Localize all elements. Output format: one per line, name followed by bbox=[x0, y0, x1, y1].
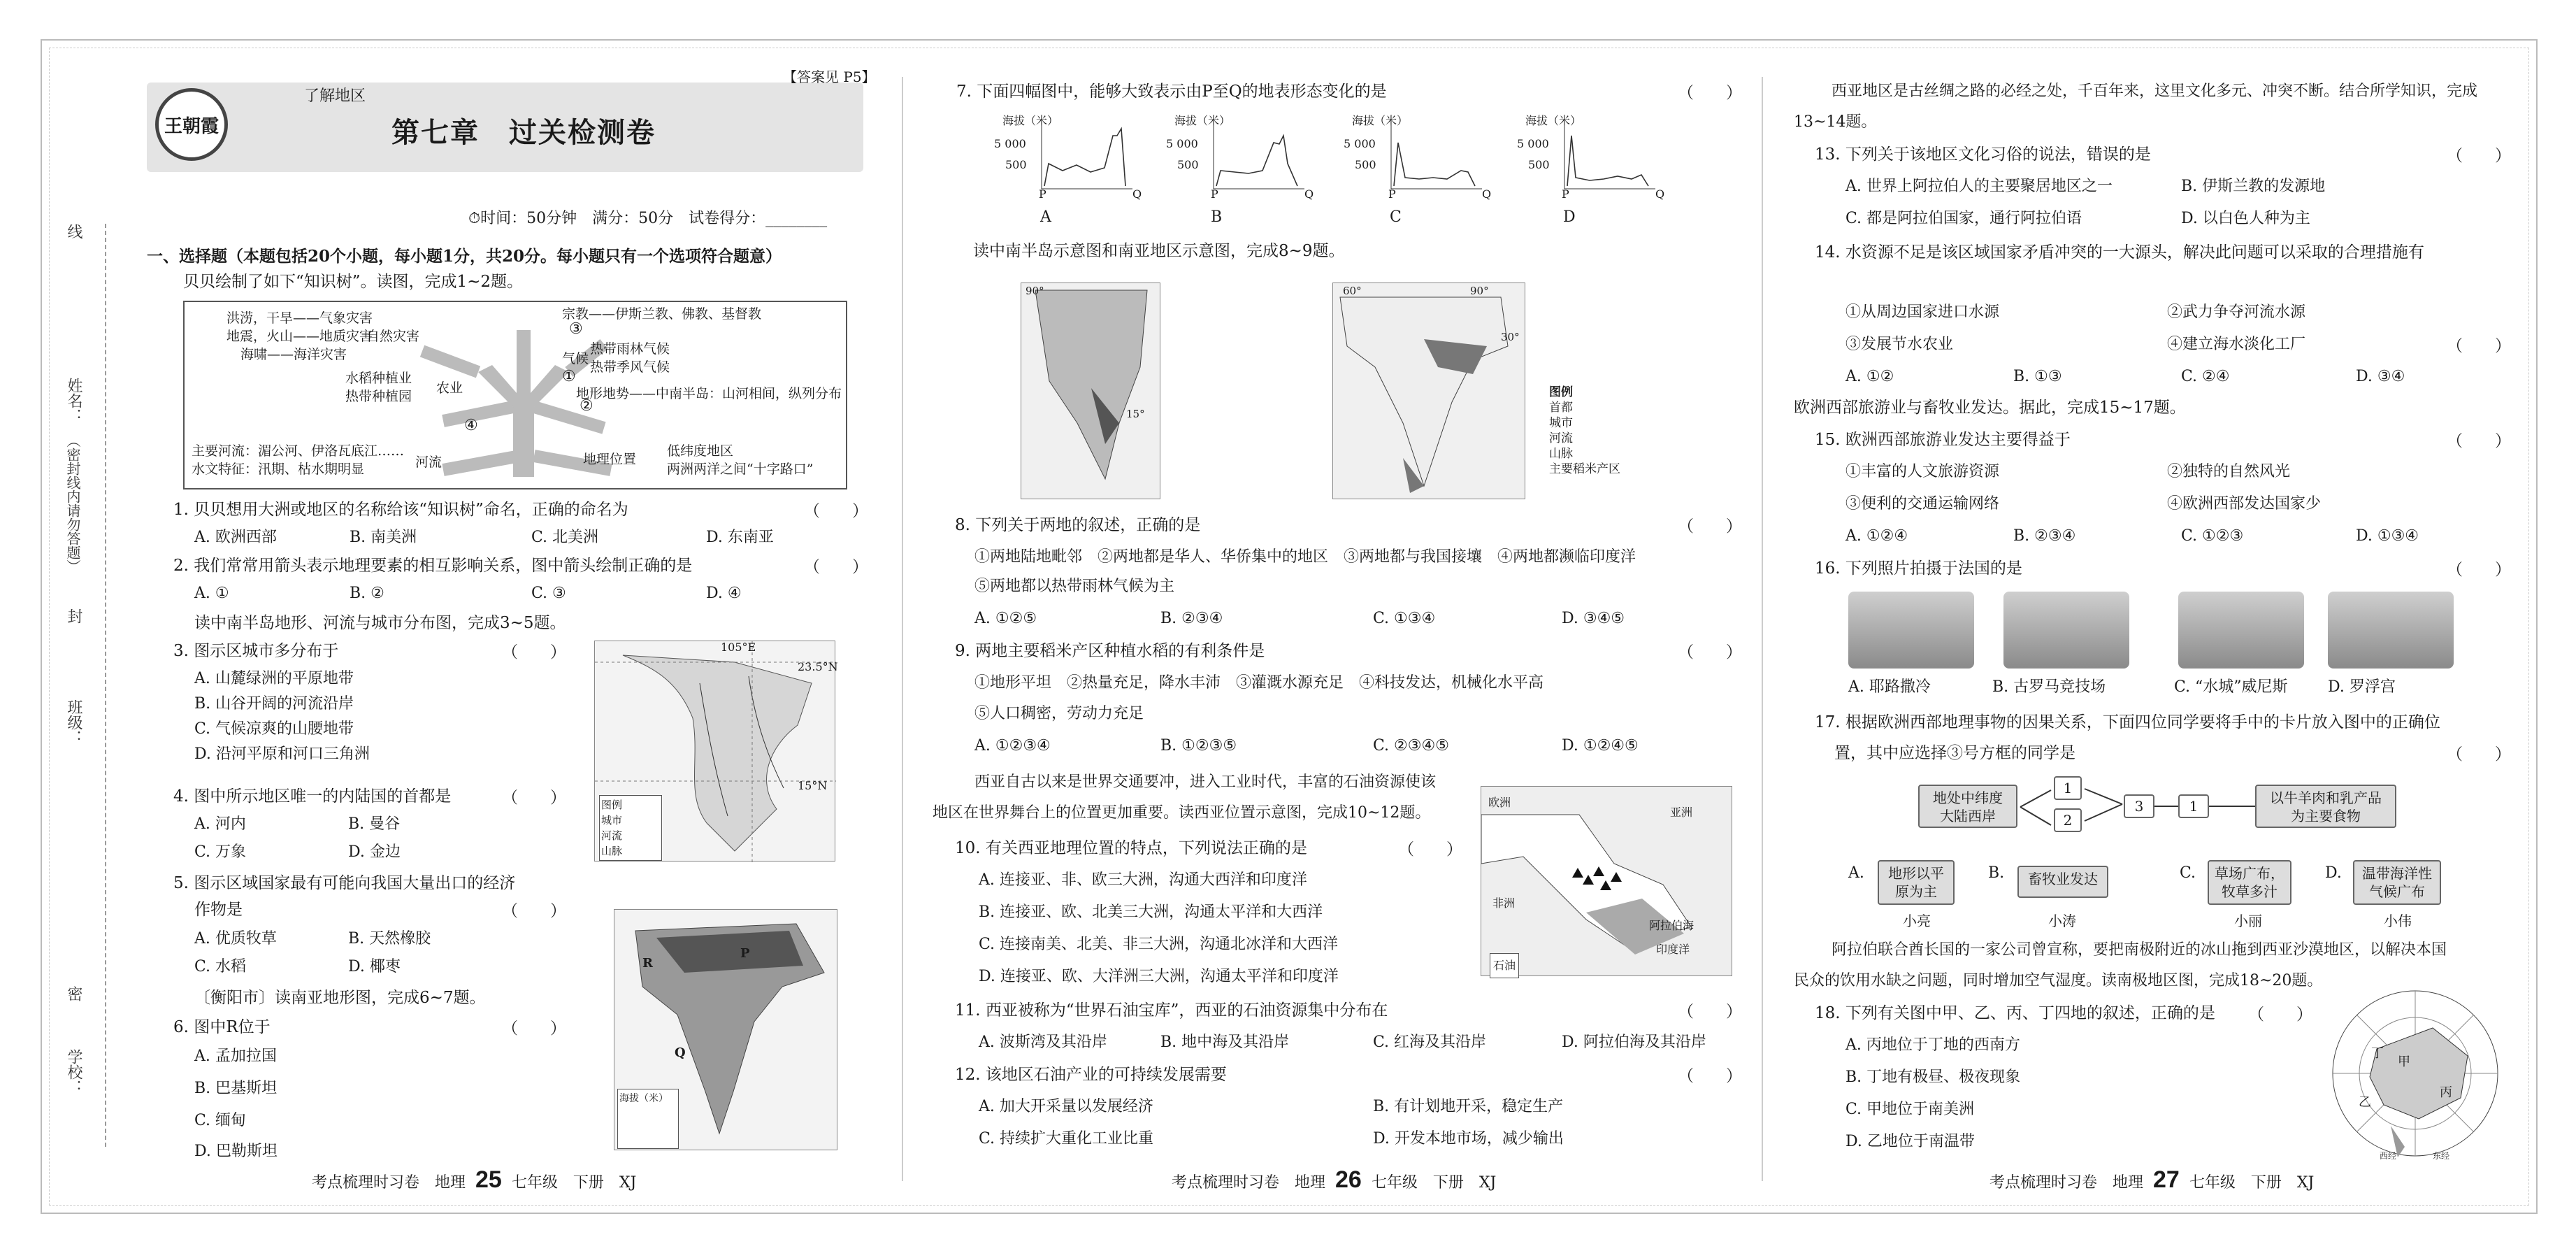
q9-a[interactable]: A. ①②③④ bbox=[974, 737, 1051, 755]
q8-b[interactable]: B. ②③④ bbox=[1160, 610, 1223, 627]
flow-box-2[interactable]: 2 bbox=[2054, 808, 2082, 832]
map2-r: R bbox=[642, 956, 653, 971]
q17-student-b: 小涛 bbox=[2048, 913, 2076, 929]
q8-options-1: ①两地陆地毗邻 ②两地都是华人、华侨集中的地区 ③两地都与我国接壤 ④两地都濒临印度洋 bbox=[974, 548, 1636, 566]
q10-b[interactable]: B. 连接亚、欧、北美三大洲，沟通太平洋和大西洋 bbox=[979, 903, 1323, 921]
map1-legend bbox=[599, 795, 662, 861]
flow-box-3[interactable]: 3 bbox=[2124, 794, 2154, 818]
map5-indian-ocean: 印度洋 bbox=[1656, 943, 1690, 956]
q3-d[interactable]: D. 沿河平原和河口三角洲 bbox=[194, 745, 370, 763]
map2-p: P bbox=[740, 946, 750, 961]
q3-answer[interactable]: （ ） bbox=[502, 643, 566, 662]
tree-location: 地理位置 bbox=[583, 452, 637, 467]
q4-d[interactable]: D. 金边 bbox=[348, 843, 401, 861]
q17-student-d: 小伟 bbox=[2384, 913, 2412, 929]
intro-8-9: 读中南半岛示意图和南亚地区示意图，完成8~9题。 bbox=[973, 242, 1345, 260]
tree-r6: 两洲两洋之间“十字路口” bbox=[667, 462, 814, 477]
q11-b[interactable]: B. 地中海及其沿岸 bbox=[1160, 1034, 1290, 1051]
q15-o4: ④欧洲西部发达国家少 bbox=[2167, 495, 2322, 513]
q2-b[interactable]: B. ② bbox=[350, 585, 384, 602]
q4-stem: 4. 图中所示地区唯一的内陆国的首都是 bbox=[173, 787, 452, 806]
q7-stem: 7. 下面四幅图中，能够大致表示由P至Q的地表形态变化的是 bbox=[956, 83, 1387, 101]
map1-lon: 105°E bbox=[721, 641, 756, 654]
q15-c[interactable]: C. ①②③ bbox=[2181, 527, 2244, 545]
profile-p: P bbox=[1388, 187, 1396, 201]
tree-l3: 海啸——海洋灾害 bbox=[240, 347, 347, 362]
map4-legend-city: 城市 bbox=[1549, 416, 1573, 430]
q18-a[interactable]: A. 丙地位于丁地的西南方 bbox=[1845, 1036, 2020, 1054]
q7-c[interactable]: C bbox=[1390, 208, 1402, 226]
q5-d[interactable]: D. 椰枣 bbox=[348, 958, 401, 975]
section-heading: 一、选择题（本题包括20个小题，每小题1分，共20分。每小题只有一个选项符合题意） bbox=[147, 247, 782, 266]
profile-svg bbox=[1384, 122, 1492, 201]
tree-n2: ① bbox=[562, 368, 576, 385]
tree-l4: 水稻种植业 bbox=[345, 371, 412, 386]
footer-page-27 bbox=[1989, 1166, 2314, 1194]
q2-a[interactable]: A. ① bbox=[194, 585, 229, 602]
map-antarctica bbox=[2328, 986, 2503, 1161]
q16-stem: 16. 下列照片拍摄于法国的是 bbox=[1815, 559, 2022, 578]
q14-a[interactable]: A. ①② bbox=[1845, 368, 1894, 385]
q17-b-card[interactable]: 畜牧业发达 bbox=[2017, 866, 2108, 898]
q16-b[interactable]: B. 古罗马竞技场 bbox=[1992, 678, 2106, 696]
q3-c[interactable]: C. 气候凉爽的山腰地带 bbox=[194, 720, 354, 738]
q8-answer[interactable]: （ ） bbox=[1678, 517, 1742, 536]
flow-card-start bbox=[1918, 785, 2017, 828]
q17-b-letter: B. bbox=[1988, 864, 2005, 882]
intro-1-2: 贝贝绘制了如下“知识树”。读图，完成1~2题。 bbox=[183, 273, 524, 291]
q5-a[interactable]: A. 优质牧草 bbox=[194, 930, 277, 948]
photo-venice bbox=[2178, 592, 2304, 669]
q1-c[interactable]: C. 北美洲 bbox=[531, 529, 599, 546]
q15-answer[interactable]: （ ） bbox=[2447, 432, 2511, 450]
map4-legend-capital: 首都 bbox=[1549, 401, 1573, 415]
q1-stem: 1. 贝贝想用大洲或地区的名称给该“知识树”命名，正确的命名为 bbox=[173, 501, 628, 519]
q17-a-card-line2: 原为主 bbox=[1895, 883, 1937, 900]
q10-answer[interactable]: （ ） bbox=[1398, 841, 1462, 859]
q7-b[interactable]: B bbox=[1211, 208, 1223, 226]
q1-answer[interactable]: （ ） bbox=[804, 502, 868, 520]
q2-d[interactable]: D. ④ bbox=[706, 585, 742, 602]
q6-a[interactable]: A. 孟加拉国 bbox=[194, 1048, 277, 1065]
q3-stem: 3. 图示区城市多分布于 bbox=[173, 642, 339, 660]
map6-ding: 丁 bbox=[2371, 1046, 2384, 1061]
page-number-27: 27 bbox=[2153, 1166, 2180, 1193]
section-tab: 了解地区 bbox=[304, 87, 366, 105]
side-school-label: 学校： bbox=[65, 1049, 82, 1095]
map-antarctica-svg bbox=[2328, 986, 2503, 1161]
q7-a[interactable]: A bbox=[1040, 208, 1051, 226]
tree-n1: ③ bbox=[569, 320, 583, 338]
q12-answer[interactable]: （ ） bbox=[1678, 1067, 1742, 1085]
side-line-mark: 线 bbox=[65, 224, 82, 239]
footer-grade-25: 七年级 下册 XJ bbox=[511, 1174, 637, 1192]
tree-l2: 地震，火山——地质灾害 bbox=[226, 329, 373, 344]
intro-6-7: 〔衡阳市〕读南亚地形图，完成6~7题。 bbox=[194, 989, 486, 1007]
profile-ylabel: 海拔（米） bbox=[1525, 114, 1582, 127]
footer-page-26 bbox=[1172, 1166, 1496, 1194]
map-indochina-2 bbox=[1021, 283, 1160, 499]
profile-ylabel: 海拔（米） bbox=[1352, 114, 1409, 127]
q7-d[interactable]: D bbox=[1563, 208, 1576, 226]
photo-colosseum bbox=[2003, 592, 2129, 669]
tree-river: 河流 bbox=[415, 455, 442, 470]
side-class-label: 班级： bbox=[65, 699, 82, 745]
column-divider-2 bbox=[1762, 77, 1763, 1181]
map4-lat: 30° bbox=[1501, 331, 1520, 343]
q9-c[interactable]: C. ②③④⑤ bbox=[1373, 737, 1449, 755]
q10-c[interactable]: C. 连接南美、北美、非三大洲，沟通北冰洋和大西洋 bbox=[979, 936, 1339, 953]
q18-d[interactable]: D. 乙地位于南温带 bbox=[1845, 1133, 1975, 1150]
q17-d-letter: D. bbox=[2325, 864, 2342, 882]
q5-stem: 5. 图示区域国家最有可能向我国大量出口的经济 bbox=[173, 874, 516, 892]
q18-c[interactable]: C. 甲地位于南美洲 bbox=[1845, 1101, 1975, 1118]
q14-o3: ③发展节水农业 bbox=[1845, 336, 1954, 353]
map5-africa: 非洲 bbox=[1492, 896, 1516, 910]
q11-c[interactable]: C. 红海及其沿岸 bbox=[1373, 1034, 1487, 1051]
binding-line bbox=[105, 224, 106, 1147]
q9-options-2: ⑤人口稠密，劳动力充足 bbox=[974, 705, 1144, 722]
intro-13-14-line1: 西亚地区是古丝绸之路的必经之处，千百年来，这里文化多元、冲突不断。结合所学知识，完成 bbox=[1832, 83, 2478, 100]
q6-stem: 6. 图中R位于 bbox=[173, 1018, 271, 1036]
q9-d[interactable]: D. ①②④⑤ bbox=[1562, 737, 1639, 755]
q6-answer[interactable]: （ ） bbox=[502, 1020, 566, 1038]
map1-legend-mountain: 山脉 bbox=[601, 845, 623, 857]
q10-a[interactable]: A. 连接亚、非、欧三大洲，沟通大西洋和印度洋 bbox=[979, 871, 1307, 889]
profile-p: P bbox=[1562, 187, 1569, 201]
intro-18-20-line2: 民众的饮用水缺之问题，同时增加空气湿度。读南极地区图，完成18~20题。 bbox=[1794, 972, 2323, 989]
photo-louvre bbox=[2328, 592, 2454, 669]
intro-3-5: 读中南半岛地形、河流与城市分布图，完成3~5题。 bbox=[194, 614, 566, 632]
map1-legend-river: 河流 bbox=[601, 829, 623, 842]
q11-a[interactable]: A. 波斯湾及其沿岸 bbox=[979, 1034, 1107, 1051]
knowledge-tree bbox=[183, 301, 847, 489]
q8-options-2: ⑤两地都以热带雨林气候为主 bbox=[974, 578, 1175, 595]
q2-stem: 2. 我们常常用箭头表示地理要素的相互影响关系，图中箭头绘制正确的是 bbox=[173, 557, 693, 575]
q17-d-card-line2: 气候广布 bbox=[2369, 883, 2425, 900]
q15-d[interactable]: D. ①③④ bbox=[2356, 527, 2419, 545]
footer-title-25: 考点梳理时习卷 地理 bbox=[312, 1174, 466, 1192]
flow-card-end bbox=[2255, 785, 2396, 828]
q4-c[interactable]: C. 万象 bbox=[194, 843, 247, 861]
map6-west: 西经 bbox=[2380, 1151, 2397, 1161]
profile-y2: 500 bbox=[1177, 158, 1199, 171]
q5-stem-2: 作物是 bbox=[194, 901, 243, 919]
q10-stem: 10. 有关西亚地理位置的特点，下列说法正确的是 bbox=[955, 839, 1307, 857]
q6-d[interactable]: D. 巴勒斯坦 bbox=[194, 1143, 278, 1160]
map4-legend-mountain: 山脉 bbox=[1549, 447, 1573, 461]
tree-natural: 自然灾害 bbox=[366, 329, 420, 344]
q4-a[interactable]: A. 河内 bbox=[194, 815, 246, 833]
map-south-asia-2 bbox=[1332, 283, 1525, 499]
flow-start-line2: 大陆西岸 bbox=[1940, 808, 1996, 824]
q12-a[interactable]: A. 加大开采量以发展经济 bbox=[979, 1098, 1153, 1115]
q3-b[interactable]: B. 山谷开阔的河流沿岸 bbox=[194, 695, 354, 713]
q13-d[interactable]: D. 以白色人种为主 bbox=[2181, 210, 2310, 227]
q11-answer[interactable]: （ ） bbox=[1678, 1003, 1742, 1021]
side-seal-mark: 封 bbox=[65, 608, 82, 624]
q12-b[interactable]: B. 有计划地开采，稳定生产 bbox=[1373, 1098, 1564, 1115]
q14-b[interactable]: B. ①③ bbox=[2013, 368, 2062, 385]
tree-agri: 农业 bbox=[436, 380, 463, 396]
map-south-asia bbox=[614, 909, 837, 1150]
q8-stem: 8. 下列关于两地的叙述，正确的是 bbox=[955, 516, 1201, 534]
q16-d[interactable]: D. 罗浮宫 bbox=[2328, 678, 2396, 696]
q1-d[interactable]: D. 东南亚 bbox=[706, 529, 774, 546]
q15-o3: ③便利的交通运输网络 bbox=[1845, 495, 2000, 513]
q17-stem: 17. 根据欧洲西部地理事物的因果关系，下面四位同学要将手中的卡片放入图中的正确位 bbox=[1815, 713, 2440, 731]
tree-climate: 气候 bbox=[562, 351, 589, 366]
tree-l5: 热带种植园 bbox=[345, 389, 412, 404]
q7-profile-a bbox=[994, 112, 1160, 203]
footer-title-27: 考点梳理时习卷 地理 bbox=[1989, 1174, 2144, 1192]
map2-legend: 海拔（米） bbox=[617, 1089, 679, 1149]
profile-y1: 5 000 bbox=[1166, 137, 1198, 150]
map-indochina-2-svg bbox=[1021, 283, 1161, 500]
q17-c-card[interactable] bbox=[2208, 860, 2291, 905]
q14-d[interactable]: D. ③④ bbox=[2356, 368, 2405, 385]
profile-y1: 5 000 bbox=[1344, 137, 1376, 150]
brand-logo: 王朝霞 bbox=[155, 88, 228, 161]
map4-legend-river: 河流 bbox=[1549, 431, 1573, 445]
q1-b[interactable]: B. 南美洲 bbox=[350, 529, 417, 546]
q16-c[interactable]: C. “水城”威尼斯 bbox=[2174, 678, 2288, 696]
map5-europe: 欧洲 bbox=[1488, 796, 1511, 809]
q17-a-card-line1: 地形以平 bbox=[1888, 865, 1944, 882]
map1-legend-city: 城市 bbox=[601, 814, 623, 827]
q17-answer[interactable]: （ ） bbox=[2447, 745, 2511, 764]
map2-q: Q bbox=[675, 1045, 686, 1060]
q14-answer[interactable]: （ ） bbox=[2447, 337, 2511, 355]
profile-q: Q bbox=[1482, 187, 1492, 201]
q10-d[interactable]: D. 连接亚、欧、大洋洲三大洲，沟通太平洋和印度洋 bbox=[979, 968, 1339, 985]
map4-legend-title: 图例 bbox=[1549, 385, 1573, 399]
q8-a[interactable]: A. ①②⑤ bbox=[974, 610, 1037, 627]
tree-n3: ② bbox=[580, 397, 593, 415]
tree-r1: 宗教——伊斯兰教、佛教、基督教 bbox=[562, 306, 762, 322]
intro-10-12-line1: 西亚自古以来是世界交通要冲，进入工业时代，丰富的石油资源使该 bbox=[974, 773, 1437, 791]
map6-bing: 丙 bbox=[2440, 1085, 2452, 1100]
side-seal-mark-2: 密 bbox=[65, 986, 82, 1001]
map3-lat: 15° bbox=[1126, 408, 1145, 420]
q17-c-letter: C. bbox=[2180, 864, 2196, 882]
q1-a[interactable]: A. 欧洲西部 bbox=[194, 529, 277, 546]
tree-l7: 水文特征：汛期、枯水期明显 bbox=[192, 462, 365, 477]
tree-r4: 地形地势——中南半岛：山河相间，纵列分布 bbox=[576, 386, 842, 401]
flow-arrow-3 bbox=[2154, 806, 2178, 807]
q3-a[interactable]: A. 山麓绿洲的平原地带 bbox=[194, 670, 354, 687]
profile-p: P bbox=[1039, 187, 1046, 201]
q17-stem-2: 置，其中应选择③号方框的同学是 bbox=[1834, 744, 2075, 762]
map-west-asia bbox=[1481, 786, 1732, 976]
q14-stem: 14. 水资源不足是该区域国家矛盾冲突的一大源头，解决此问题可以采取的合理措施有 bbox=[1815, 243, 2424, 262]
intro-13-14-line2: 13~14题。 bbox=[1794, 113, 1877, 131]
map4-lon2: 90° bbox=[1470, 285, 1489, 297]
profile-q: Q bbox=[1655, 187, 1665, 201]
q12-stem: 12. 该地区石油产业的可持续发展需要 bbox=[955, 1066, 1227, 1084]
flow-arrow-4 bbox=[2209, 806, 2255, 807]
profile-y2: 500 bbox=[1528, 158, 1550, 171]
flow-arrows-split bbox=[2017, 776, 2054, 839]
q17-c-card-line2: 牧草多汁 bbox=[2222, 883, 2278, 900]
map4-lon1: 60° bbox=[1343, 285, 1362, 297]
q15-a[interactable]: A. ①②④ bbox=[1845, 527, 1908, 545]
intro-10-12-line2: 地区在世界舞台上的位置更加重要。读西亚位置示意图，完成10~12题。 bbox=[933, 804, 1431, 822]
q15-o2: ②独特的自然风光 bbox=[2167, 463, 2291, 480]
profile-svg bbox=[1557, 122, 1665, 201]
q17-a-card[interactable] bbox=[1878, 860, 1955, 905]
flow-end-line1: 以牛羊肉和乳产品 bbox=[2270, 789, 2382, 806]
footer-grade-26: 七年级 下册 XJ bbox=[1371, 1174, 1497, 1192]
answer-reference: 【答案见 P5】 bbox=[783, 69, 876, 85]
photo-jerusalem bbox=[1848, 592, 1974, 669]
q15-o1: ①丰富的人文旅游资源 bbox=[1845, 463, 2000, 480]
tree-n4: ④ bbox=[464, 417, 478, 434]
exam-meta: ⏱时间：50分钟 满分：50分 试卷得分：________ bbox=[468, 210, 828, 227]
footer-title-26: 考点梳理时习卷 地理 bbox=[1172, 1174, 1326, 1192]
q12-d[interactable]: D. 开发本地市场，减少输出 bbox=[1373, 1130, 1564, 1148]
q7-profile-c bbox=[1344, 112, 1510, 203]
map5-asia: 亚洲 bbox=[1670, 806, 1693, 819]
q17-student-c: 小丽 bbox=[2234, 913, 2262, 929]
footer-grade-27: 七年级 下册 XJ bbox=[2189, 1174, 2315, 1192]
page-title: 第七章 过关检测卷 bbox=[391, 116, 656, 149]
q4-answer[interactable]: （ ） bbox=[502, 789, 566, 807]
q13-a[interactable]: A. 世界上阿拉伯人的主要聚居地区之一 bbox=[1845, 178, 2113, 195]
q17-d-card-line1: 温带海洋性 bbox=[2362, 865, 2432, 882]
profile-ylabel: 海拔（米） bbox=[1174, 114, 1231, 127]
flow-start-line1: 地处中纬度 bbox=[1933, 789, 2003, 806]
q18-answer[interactable]: （ ） bbox=[2248, 1006, 2312, 1024]
map6-east: 东经 bbox=[2433, 1151, 2450, 1161]
q15-b[interactable]: B. ②③④ bbox=[2013, 527, 2076, 545]
q16-answer[interactable]: （ ） bbox=[2447, 561, 2511, 579]
q17-d-card[interactable] bbox=[2353, 860, 2441, 905]
profile-p: P bbox=[1211, 187, 1218, 201]
page-number-25: 25 bbox=[475, 1166, 502, 1193]
flow-arrows-join bbox=[2083, 786, 2125, 825]
q14-c[interactable]: C. ②④ bbox=[2181, 368, 2230, 385]
tree-r5: 低纬度地区 bbox=[667, 443, 734, 459]
q2-answer[interactable]: （ ） bbox=[804, 558, 868, 576]
map4-legend-rice: 主要稻米产区 bbox=[1549, 462, 1620, 476]
profile-y2: 500 bbox=[1005, 158, 1027, 171]
q14-o1: ①从周边国家进口水源 bbox=[1845, 303, 2000, 321]
profile-svg bbox=[1207, 122, 1311, 199]
map1-lat2: 15°N bbox=[798, 779, 828, 792]
q13-answer[interactable]: （ ） bbox=[2447, 147, 2511, 165]
map5-legend-oil: 石油 bbox=[1490, 953, 1519, 978]
tree-r2: 热带雨林气候 bbox=[590, 341, 670, 357]
q16-a[interactable]: A. 耶路撒冷 bbox=[1848, 678, 1931, 696]
column-divider-1 bbox=[902, 77, 903, 1181]
side-seal-note: （密封线内请勿答题） bbox=[64, 434, 81, 573]
intro-15-17: 欧洲西部旅游业与畜牧业发达。据此，完成15~17题。 bbox=[1794, 399, 2186, 417]
q2-c[interactable]: C. ③ bbox=[531, 585, 566, 602]
profile-svg bbox=[1035, 122, 1139, 199]
q12-c[interactable]: C. 持续扩大重化工业比重 bbox=[979, 1130, 1154, 1148]
tree-l1: 洪涝，干旱——气象灾害 bbox=[226, 310, 373, 326]
q9-b[interactable]: B. ①②③⑤ bbox=[1160, 737, 1237, 755]
q4-b[interactable]: B. 曼谷 bbox=[348, 815, 401, 833]
q17-student-a: 小亮 bbox=[1903, 913, 1931, 929]
q7-profile-b bbox=[1166, 112, 1332, 203]
q18-b[interactable]: B. 丁地有极昼、极夜现象 bbox=[1845, 1068, 2021, 1086]
q11-stem: 11. 西亚被称为“世界石油宝库”，西亚的石油资源集中分布在 bbox=[955, 1001, 1388, 1020]
profile-y1: 5 000 bbox=[994, 137, 1026, 150]
map1-lat1: 23.5°N bbox=[798, 660, 838, 673]
side-name-label: 姓名： bbox=[65, 378, 82, 424]
q17-a-letter: A. bbox=[1848, 864, 1864, 882]
intro-18-20-line1: 阿拉伯联合酋长国的一家公司曾宣称，要把南极附近的冰山拖到西亚沙漠地区，以解决本国 bbox=[1832, 941, 2447, 959]
map5-arabian-sea: 阿拉伯海 bbox=[1649, 919, 1694, 932]
q6-b[interactable]: B. 巴基斯坦 bbox=[194, 1080, 278, 1097]
flow-box-4[interactable]: 1 bbox=[2178, 794, 2209, 818]
q13-c[interactable]: C. 都是阿拉伯国家，通行阿拉伯语 bbox=[1845, 210, 2082, 227]
q8-c[interactable]: C. ①③④ bbox=[1373, 610, 1436, 627]
q9-stem: 9. 两地主要稻米产区种植水稻的有利条件是 bbox=[955, 642, 1265, 660]
q11-d[interactable]: D. 阿拉伯海及其沿岸 bbox=[1562, 1034, 1706, 1051]
q9-answer[interactable]: （ ） bbox=[1678, 643, 1742, 662]
q7-answer[interactable]: （ ） bbox=[1678, 84, 1742, 102]
q6-c[interactable]: C. 缅甸 bbox=[194, 1112, 247, 1129]
q7-profile-d bbox=[1517, 112, 1683, 203]
map6-yi: 乙 bbox=[2359, 1095, 2371, 1110]
map-south-asia-2-svg bbox=[1333, 283, 1526, 500]
map1-legend-title: 图例 bbox=[601, 799, 623, 811]
q14-o2: ②武力争夺河流水源 bbox=[2167, 303, 2306, 321]
tree-l6: 主要河流：湄公河、伊洛瓦底江…… bbox=[192, 443, 405, 459]
map3-lon: 90° bbox=[1026, 285, 1044, 297]
map-indochina bbox=[594, 641, 838, 862]
q17-c-card-line1: 草场广布， bbox=[2215, 865, 2284, 882]
q13-b[interactable]: B. 伊斯兰教的发源地 bbox=[2181, 178, 2326, 195]
tree-r3: 热带季风气候 bbox=[590, 359, 670, 375]
profile-ylabel: 海拔（米） bbox=[1002, 114, 1059, 127]
q5-c[interactable]: C. 水稻 bbox=[194, 958, 247, 975]
q5-b[interactable]: B. 天然橡胶 bbox=[348, 930, 431, 948]
page-number-26: 26 bbox=[1335, 1166, 1362, 1193]
q9-options-1: ①地形平坦 ②热量充足，降水丰沛 ③灌溉水源充足 ④科技发达，机械化水平高 bbox=[974, 674, 1544, 692]
map4-legend bbox=[1549, 385, 1620, 477]
q13-stem: 13. 下列关于该地区文化习俗的说法，错误的是 bbox=[1815, 145, 2151, 164]
q5-answer[interactable]: （ ） bbox=[502, 902, 566, 920]
flow-box-1[interactable]: 1 bbox=[2054, 776, 2082, 800]
q14-o4: ④建立海水淡化工厂 bbox=[2167, 336, 2306, 353]
profile-y2: 500 bbox=[1355, 158, 1376, 171]
profile-q: Q bbox=[1132, 187, 1142, 201]
flow-end-line2: 为主要食物 bbox=[2291, 808, 2361, 824]
profile-y1: 5 000 bbox=[1517, 137, 1549, 150]
map6-jia: 甲 bbox=[2398, 1055, 2410, 1069]
footer-page-25 bbox=[312, 1166, 636, 1194]
q8-d[interactable]: D. ③④⑤ bbox=[1562, 610, 1625, 627]
q18-stem: 18. 下列有关图中甲、乙、丙、丁四地的叙述，正确的是 bbox=[1815, 1004, 2215, 1022]
map-west-asia-svg bbox=[1481, 787, 1733, 977]
q15-stem: 15. 欧洲西部旅游业发达主要得益于 bbox=[1815, 431, 2071, 449]
profile-q: Q bbox=[1304, 187, 1314, 201]
